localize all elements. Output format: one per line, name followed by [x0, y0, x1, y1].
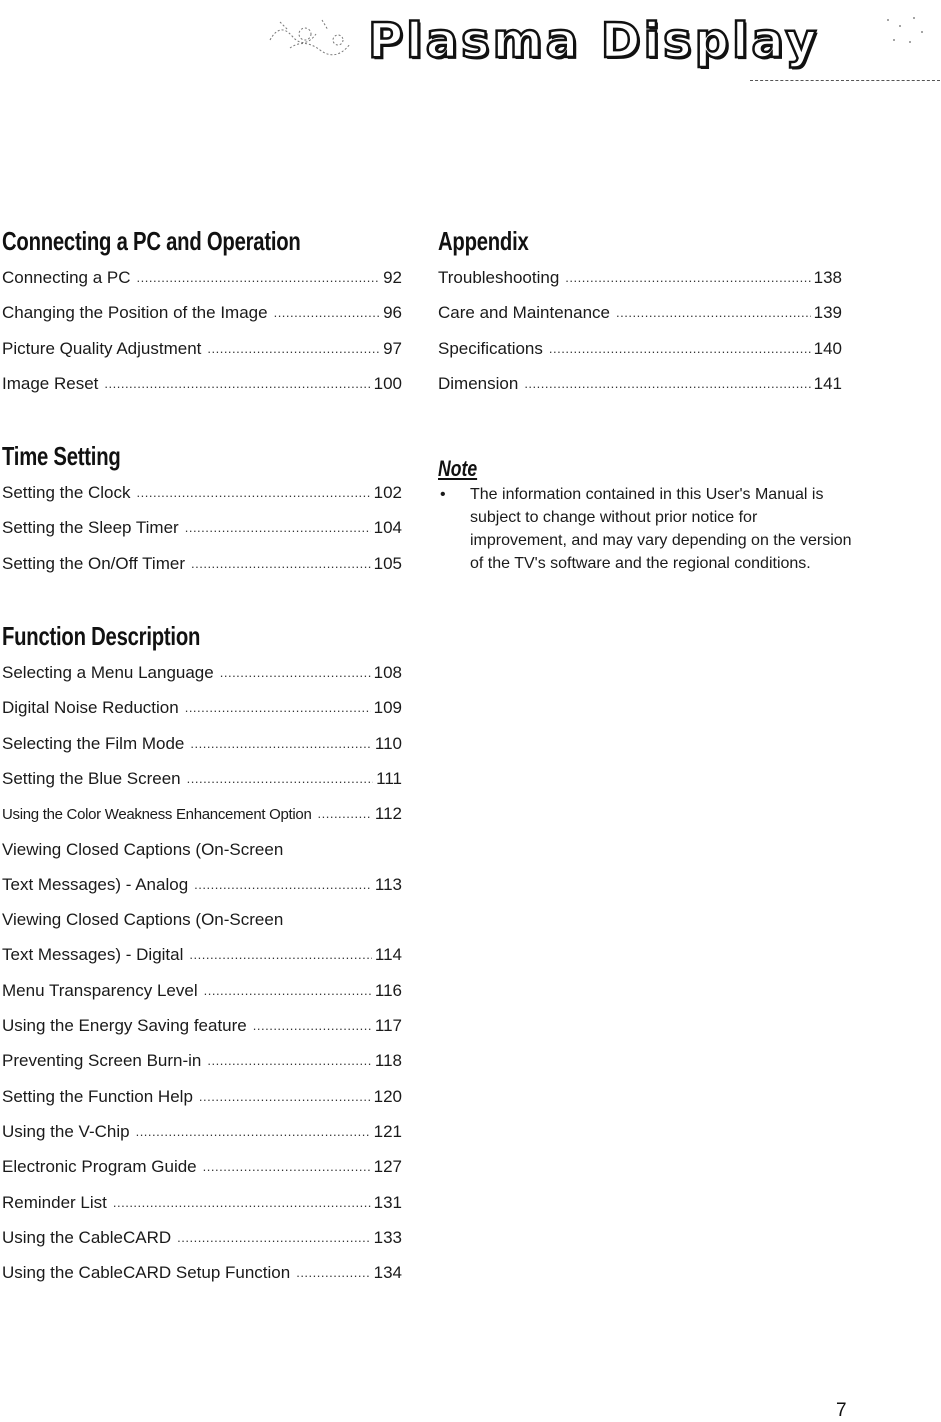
brand-title-wrap [368, 12, 820, 70]
toc-entry[interactable] [2, 761, 402, 796]
toc-entry[interactable] [2, 690, 402, 725]
toc-entry-label: Setting the Sleep Timer [2, 518, 179, 538]
toc-list [2, 260, 402, 401]
toc-entry-label: Using the CableCARD Setup Function [2, 1263, 291, 1283]
toc-entry-page: 133 [373, 1227, 402, 1247]
dot-leader [190, 725, 372, 761]
dot-leader [207, 330, 380, 366]
dot-leader [194, 866, 372, 902]
toc-entry-label: Connecting a PC [2, 268, 131, 287]
dot-leader [318, 795, 372, 831]
toc-entry[interactable] [2, 867, 402, 902]
toc-entry-page: 105 [373, 553, 402, 573]
toc-entry-page: 96 [383, 303, 402, 323]
note-box [438, 455, 858, 575]
section-spacer [2, 401, 402, 437]
toc-entry-page: 117 [374, 1016, 402, 1036]
toc-entry-page: 127 [373, 1157, 402, 1177]
section-heading: Connecting a PC and Operation [2, 226, 301, 256]
toc-entry-page: 92 [383, 268, 402, 287]
dot-leader [204, 972, 372, 1008]
page-number: 7 [836, 1400, 847, 1421]
toc-entry-page: 118 [374, 1051, 402, 1071]
toc-entry[interactable] [2, 726, 402, 761]
dot-leader [187, 760, 374, 796]
toc-entry[interactable] [2, 973, 402, 1008]
dot-leader [113, 1184, 371, 1220]
toc-entry[interactable] [2, 295, 402, 330]
dot-leader [203, 1148, 371, 1184]
toc-entry-label: Changing the Position of the Image [2, 303, 268, 323]
toc-entry-label: Care and Maintenance [438, 303, 611, 323]
dot-leader [524, 365, 810, 401]
header-banner [240, 0, 941, 88]
toc-entry[interactable] [2, 655, 402, 690]
toc-entry-page: 108 [373, 663, 402, 683]
dot-leader [253, 1007, 372, 1043]
dot-leader [274, 294, 381, 330]
dot-leader [207, 1042, 372, 1078]
toc-entry[interactable] [2, 1220, 402, 1255]
toc-entry-page: 113 [374, 874, 402, 894]
toc-entry[interactable] [2, 475, 402, 510]
toc-entry-label: Using the V-Chip [2, 1121, 130, 1141]
brand-title: Plasma Display [368, 13, 820, 69]
toc-entry-label: Electronic Program Guide [2, 1157, 197, 1177]
toc-entry-continued[interactable] [2, 832, 402, 867]
toc-entry-label: Preventing Screen Burn-in [2, 1051, 202, 1071]
section-heading: Appendix [438, 226, 529, 256]
toc-entry[interactable] [438, 331, 842, 366]
dot-leader [549, 330, 811, 366]
decorative-scribble [250, 10, 360, 60]
dot-leader [220, 654, 371, 690]
toc-entry-label: Troubleshooting [438, 268, 560, 287]
toc-list [2, 475, 402, 581]
toc-entry-label: Text Messages) - Analog [2, 874, 189, 894]
toc-entry-page: 116 [374, 980, 402, 1000]
toc-entry-label: Digital Noise Reduction [2, 698, 179, 718]
toc-entry-label: Viewing Closed Captions (On-Screen [2, 910, 284, 930]
toc-entry-label: Selecting a Menu Language [2, 663, 214, 683]
toc-entry[interactable] [438, 295, 842, 330]
toc-entry-continued[interactable] [2, 902, 402, 937]
toc-entry-label: Using the CableCARD [2, 1227, 172, 1247]
toc-entry-page: 139 [813, 303, 842, 323]
toc-entry[interactable] [2, 1114, 402, 1149]
toc-section-time [2, 437, 402, 581]
header-rule [750, 80, 940, 81]
toc-entry-page: 104 [373, 518, 402, 538]
toc-entry[interactable] [2, 260, 402, 295]
toc-entry-page: 111 [376, 768, 402, 788]
toc-entry-page: 140 [813, 338, 842, 358]
toc-entry-label: Using the Energy Saving feature [2, 1016, 247, 1036]
toc-entry-page: 138 [813, 268, 842, 287]
note-text: The information contained in this User's Manual is subject to change without prior notice for improvement, and may vary depending on the version of the TV's software and the regional conditions. [470, 486, 852, 572]
toc-entry-label: Using the Color Weakness Enhancement Option [2, 806, 312, 824]
toc-entry-page: 100 [373, 373, 402, 393]
toc-entry-label: Viewing Closed Captions (On-Screen [2, 839, 284, 859]
section-spacer [2, 581, 402, 617]
section-heading: Time Setting [2, 441, 121, 472]
toc-entry-label: Setting the Function Help [2, 1086, 193, 1106]
toc-entry[interactable] [2, 1043, 402, 1078]
dot-leader [185, 509, 371, 545]
toc-entry[interactable] [438, 366, 842, 401]
toc-entry[interactable] [2, 937, 402, 972]
toc-entry-page: 97 [383, 338, 402, 358]
toc-entry[interactable] [2, 796, 402, 831]
dot-leader [136, 1113, 371, 1149]
section-heading: Function Description [2, 621, 201, 652]
bullet-icon: • [440, 486, 446, 503]
toc-entry-page: 120 [373, 1086, 402, 1106]
dot-leader [296, 1254, 370, 1290]
note-list [438, 483, 858, 575]
toc-entry[interactable] [2, 1185, 402, 1220]
toc-section-appendix [438, 222, 842, 401]
toc-entry-label: Text Messages) - Digital [2, 945, 184, 965]
toc-entry-label: Setting the On/Off Timer [2, 553, 185, 573]
toc-entry-label: Dimension [438, 373, 519, 393]
toc-entry-label: Setting the Blue Screen [2, 768, 181, 788]
toc-section-pc [2, 222, 402, 401]
toc-entry-label: Specifications [438, 338, 543, 358]
toc-list [438, 260, 842, 401]
dot-leader [616, 294, 811, 330]
toc-entry-label: Setting the Clock [2, 483, 131, 503]
toc-entry[interactable] [2, 1149, 402, 1184]
dot-leader [185, 689, 371, 725]
toc-entry-page: 109 [373, 698, 402, 718]
toc-entry-label: Reminder List [2, 1192, 107, 1212]
toc-entry[interactable] [2, 1008, 402, 1043]
toc-entry[interactable] [2, 510, 402, 545]
toc-entry-page: 112 [374, 804, 402, 824]
toc-entry[interactable] [2, 366, 402, 401]
toc-entry-page: 141 [813, 373, 842, 393]
toc-entry[interactable] [2, 1079, 402, 1114]
toc-entry-page: 121 [373, 1121, 402, 1141]
dot-leader [177, 1219, 370, 1255]
dot-leader [104, 365, 370, 401]
toc-left-column [2, 222, 402, 1290]
toc-section-function [2, 617, 402, 1290]
dot-leader [199, 1078, 371, 1114]
decorative-dots [880, 12, 930, 52]
toc-entry-label: Selecting the Film Mode [2, 733, 185, 753]
toc-entry-page: 110 [374, 733, 402, 753]
toc-entry[interactable] [438, 260, 842, 295]
toc-right-column [438, 222, 842, 401]
dot-leader [565, 259, 810, 295]
dot-leader [191, 545, 371, 581]
toc-entry-label: Menu Transparency Level [2, 980, 198, 1000]
note-heading: Note [438, 456, 478, 481]
toc-entry-page: 114 [374, 945, 402, 965]
toc-entry[interactable] [2, 1255, 402, 1290]
toc-entry-label: Image Reset [2, 373, 99, 393]
toc-list [2, 655, 402, 1290]
note-item [438, 483, 858, 575]
toc-entry-label: Picture Quality Adjustment [2, 338, 202, 358]
dot-leader [137, 259, 381, 295]
dot-leader [137, 474, 371, 510]
toc-entry[interactable] [2, 331, 402, 366]
toc-entry-page: 102 [373, 483, 402, 503]
toc-entry-page: 131 [373, 1192, 402, 1212]
toc-entry-page: 134 [373, 1263, 402, 1283]
toc-entry[interactable] [2, 546, 402, 581]
dot-leader [189, 936, 372, 972]
